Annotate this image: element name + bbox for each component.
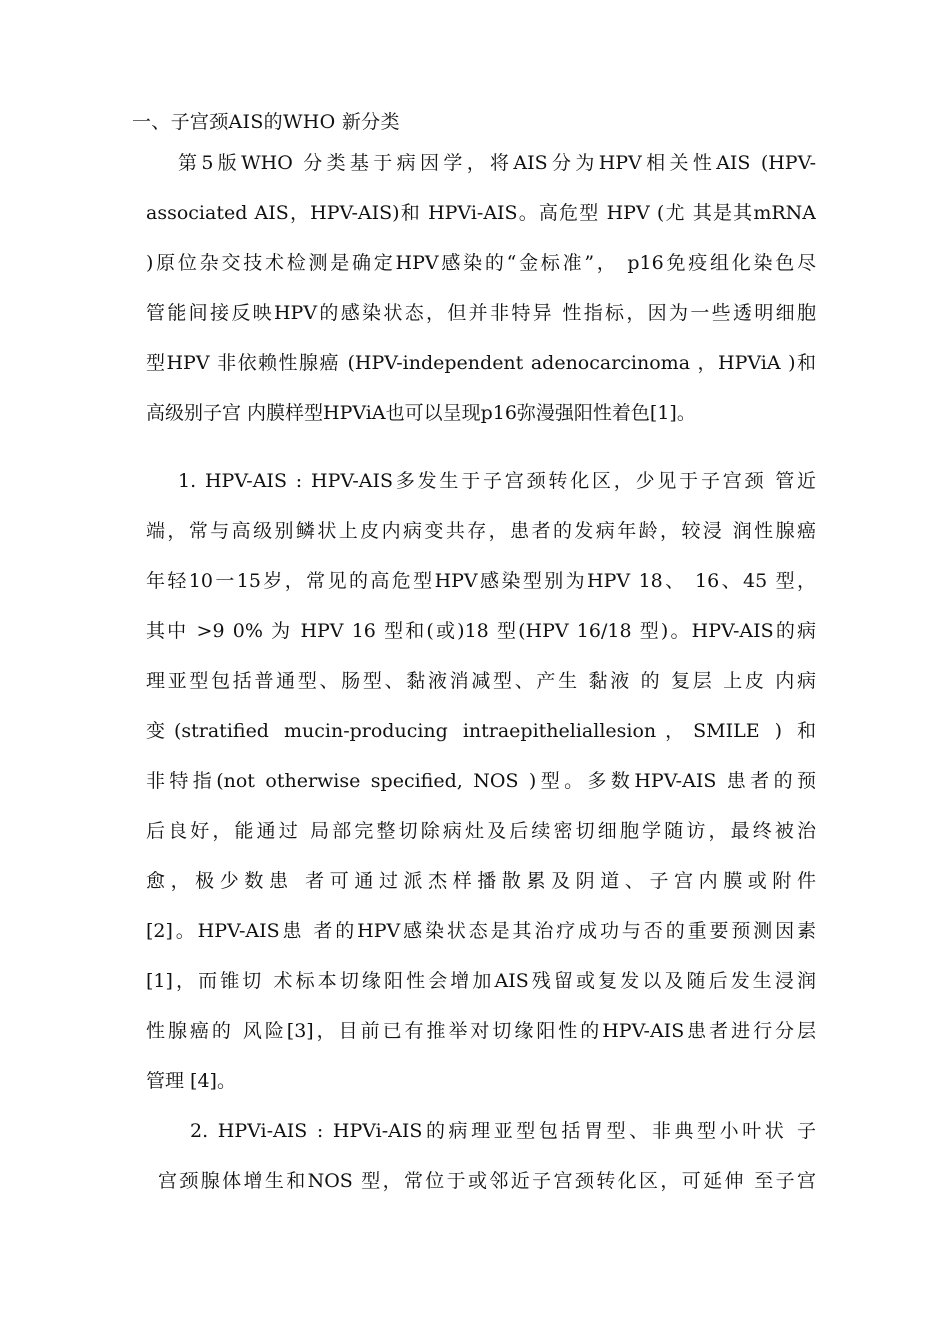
paragraph-1-line-6: 高级别子宫 内膜样型HPViA也可以呈现p16弥漫强阳性着色[1]。 [146,402,696,424]
paragraph-2-line-12: 性腺癌的 风险[3]，目前已有推举对切缘阳性的HPV-AIS患者进行分层 [146,1020,816,1042]
paragraph-2-line-3: 年轻10一15岁，常见的高危型HPV感染型别为HPV 18、 16、45 型， [146,570,816,592]
paragraph-1-line-1: 第5版WHO 分类基于病因学，将AIS分为HPV相关性AIS (HPV- [178,152,816,174]
paragraph-2-line-6: 变(stratified mucin-producing intraepitheliallesion，SMILE ) 和 [146,720,816,742]
paragraph-3-line-1: 2. HPVi-AIS : HPVi-AIS的病理亚型包括胃型、非典型小叶状 子 [190,1120,816,1142]
paragraph-1-line-2: associated AIS，HPV-AIS)和 HPVi-AIS。高危型 HPV (尤 其是其mRNA [146,202,816,224]
paragraph-2-line-9: 愈，极少数患 者可通过派杰样播散累及阴道、子宫内膜或附件 [146,870,816,892]
paragraph-2-line-5: 理亚型包括普通型、肠型、黏液消减型、产生 黏液 的 复层 上皮 内病 [146,670,816,692]
paragraph-1-line-3: )原位杂交技术检测是确定HPV感染的“金标准”， p16免疫组化染色尽 [146,252,816,274]
paragraph-2-line-4: 其中 >9 0% 为 HPV 16 型和(或)18 型(HPV 16/18 型)。HPV-AIS的病 [146,620,816,642]
paragraph-2-line-11: [1]，而锥切 术标本切缘阳性会增加AIS残留或复发以及随后发生浸润 [146,970,816,992]
paragraph-2-line-8: 后良好，能通过 局部完整切除病灶及后续密切细胞学随访，最终被治 [146,820,816,842]
paragraph-2-line-2: 端，常与高级别鳞状上皮内病变共存，患者的发病年龄，较浸 润性腺癌 [146,520,816,542]
section-heading: 一、子宫颈AIS的WHO 新分类 [132,111,400,133]
paragraph-2-line-1: 1. HPV-AIS : HPV-AIS多发生于子宫颈转化区，少见于子宫颈 管近 [178,470,816,492]
paragraph-3-line-2: 宫颈腺体增生和NOS 型，常位于或邻近子宫颈转化区，可延伸 至子宫 [158,1170,816,1192]
paragraph-1-line-4: 管能间接反映HPV的感染状态，但并非特异 性指标，因为一些透明细胞 [146,302,816,324]
paragraph-2-line-7: 非特指(not otherwise specified, NOS )型。多数HPV-AIS 患者的预 [146,770,816,792]
paragraph-2-line-10: [2]。HPV-AIS患 者的HPV感染状态是其治疗成功与否的重要预测因素 [146,920,816,942]
paragraph-2-line-13: 管理 [4]。 [146,1070,236,1092]
paragraph-1-line-5: 型HPV 非依赖性腺癌 (HPV-independent adenocarcinoma ，HPViA )和 [146,352,816,374]
